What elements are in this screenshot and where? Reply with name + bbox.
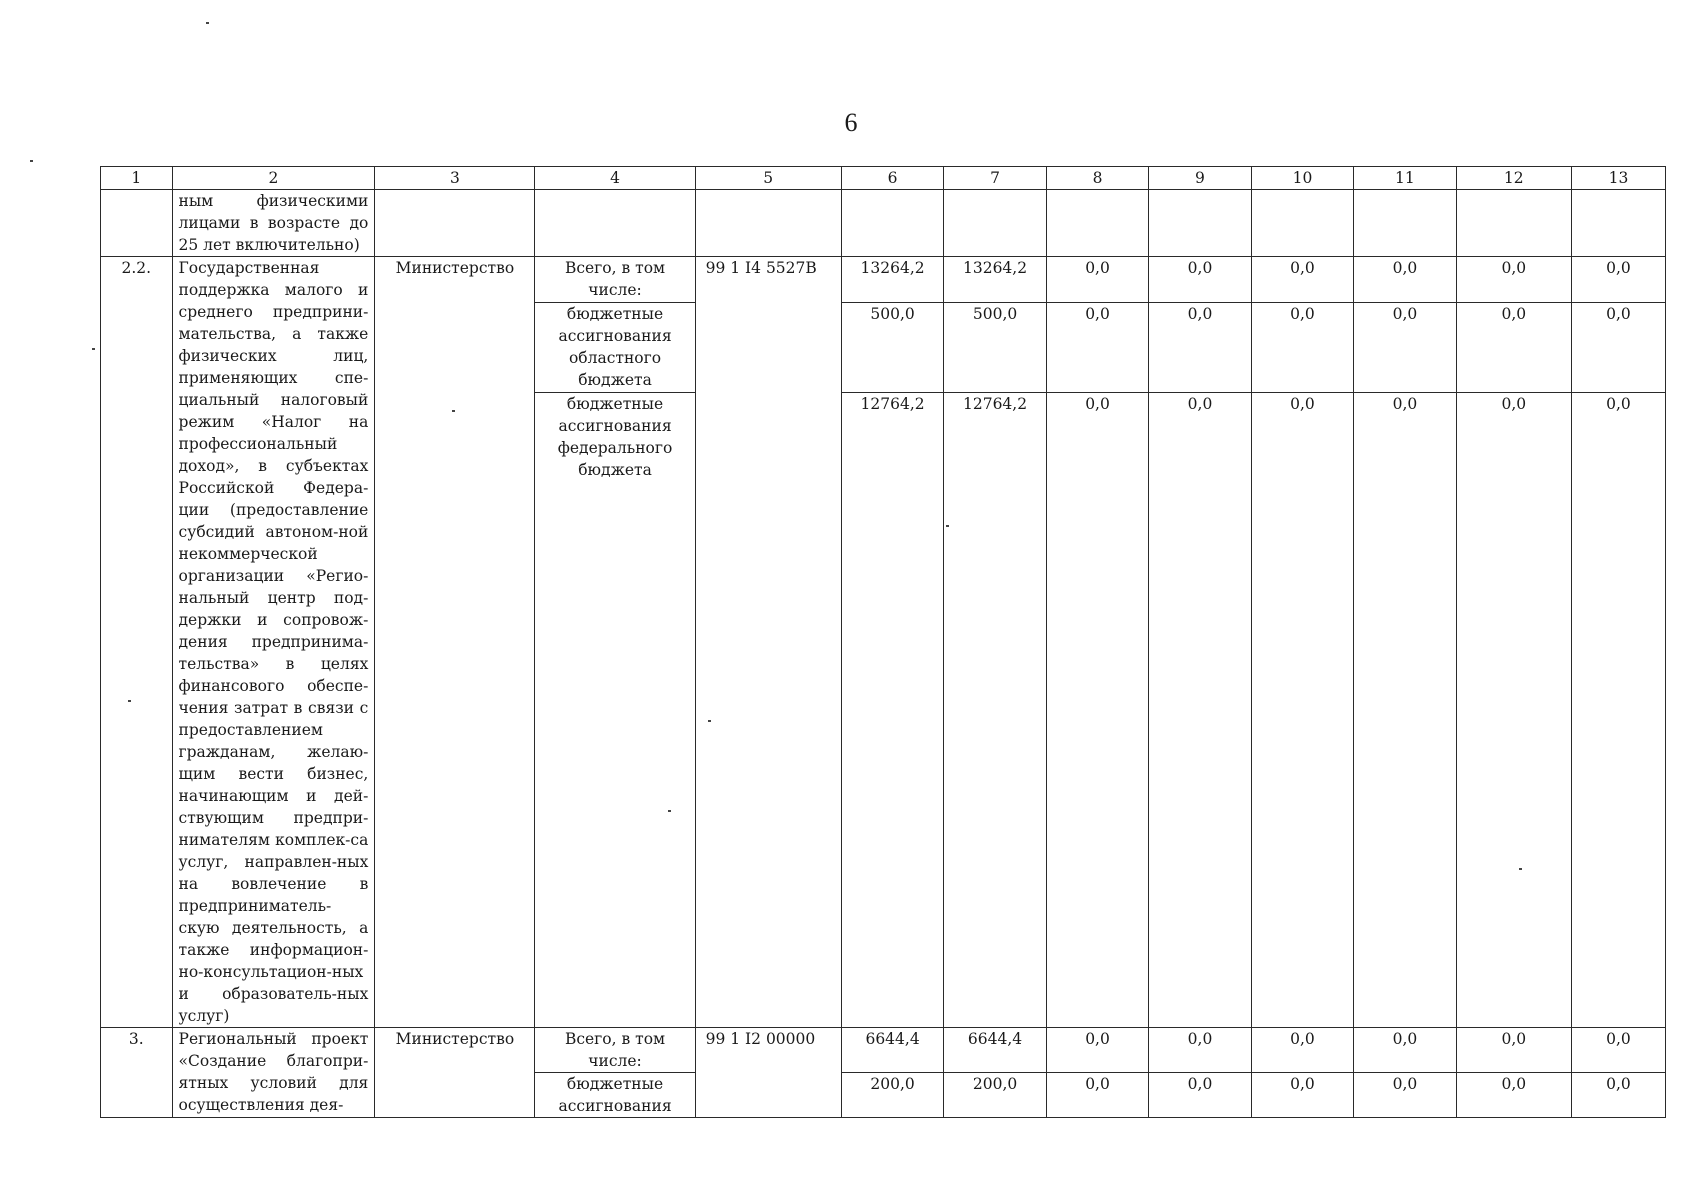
value-cell: 0,0 xyxy=(1456,392,1571,1027)
value-cell: 12764,2 xyxy=(944,392,1046,1027)
value-cell: 0,0 xyxy=(1046,257,1148,303)
scan-speck xyxy=(668,810,671,812)
value-cell: 0,0 xyxy=(1046,1073,1148,1118)
column-header: 1 xyxy=(101,167,173,190)
value-cell: 0,0 xyxy=(1571,257,1665,303)
value-cell: 0,0 xyxy=(1571,1028,1665,1073)
column-header: 8 xyxy=(1046,167,1148,190)
value-cell: 13264,2 xyxy=(944,257,1046,303)
budget-table xyxy=(100,166,1666,1118)
budget-code: 99 1 I2 00000 xyxy=(695,1028,841,1118)
funding-source: бюджетные ассигнования xyxy=(535,1073,695,1118)
column-header: 4 xyxy=(535,167,695,190)
column-number-row xyxy=(101,167,1666,190)
measure-name: Государственная поддержка малого и среднего предприни-мательства, а также физических лиц, применяющих спе-циальный налоговый режим «Налог на профессиональный доход», в субъектах Российской Федера-ции (предоставление субсидий автоном-ной некоммерческой организации «Регио-нальный центр под-держки и сопровож-дения предпринима-тельства» в целях финансового обеспе-чения затрат в связи с предоставлением гражданам, желаю-щим вести бизнес, начинающим и дей-ствующим предпри-нимателям комплек-са услуг, направлен-ных на вовлечение в предприниматель-скую деятельность, а также информацион-но-консультацион-ных и образователь-ных услуг) xyxy=(172,257,375,1028)
scan-speck xyxy=(708,720,711,722)
value-cell: 0,0 xyxy=(1456,257,1571,303)
funding-source: Всего, в том числе: xyxy=(535,257,695,303)
value-cell: 0,0 xyxy=(1354,1028,1456,1073)
value-cell: 0,0 xyxy=(1251,1028,1353,1073)
scan-speck xyxy=(1519,868,1522,870)
value-cell: 200,0 xyxy=(944,1073,1046,1118)
row-number: 2.2. xyxy=(101,257,173,1028)
value-cell: 0,0 xyxy=(1046,302,1148,392)
value-cell: 0,0 xyxy=(1571,1073,1665,1118)
value-cell: 0,0 xyxy=(1354,302,1456,392)
value-cell: 0,0 xyxy=(1046,1028,1148,1073)
value-cell: 200,0 xyxy=(841,1073,943,1118)
value-cell: 0,0 xyxy=(1354,392,1456,1027)
value-cell: 0,0 xyxy=(1149,392,1251,1027)
value-cell: 0,0 xyxy=(1251,1073,1353,1118)
value-cell: 500,0 xyxy=(841,302,943,392)
value-cell: 500,0 xyxy=(944,302,1046,392)
value-cell: 6644,4 xyxy=(944,1028,1046,1073)
column-header: 5 xyxy=(695,167,841,190)
value-cell: 0,0 xyxy=(1251,257,1353,303)
executor: Министерство xyxy=(375,257,535,1028)
column-header: 3 xyxy=(375,167,535,190)
table-row xyxy=(101,190,1666,257)
measure-name: Региональный проект «Создание благопри-ятных условий для осуществления дея- xyxy=(172,1028,375,1118)
table-row xyxy=(101,257,1666,303)
value-cell: 0,0 xyxy=(1149,1073,1251,1118)
scan-speck xyxy=(128,700,131,702)
value-cell: 0,0 xyxy=(1354,1073,1456,1118)
scan-speck xyxy=(946,525,949,527)
table-row xyxy=(101,1028,1666,1073)
scan-speck xyxy=(92,348,95,350)
value-cell: 12764,2 xyxy=(841,392,943,1027)
value-cell: 0,0 xyxy=(1149,1028,1251,1073)
column-header: 11 xyxy=(1354,167,1456,190)
column-header: 9 xyxy=(1149,167,1251,190)
row-number: 3. xyxy=(101,1028,173,1118)
scan-speck xyxy=(452,410,455,412)
executor: Министерство xyxy=(375,1028,535,1118)
value-cell: 0,0 xyxy=(1456,1073,1571,1118)
value-cell: 0,0 xyxy=(1251,392,1353,1027)
value-cell: 13264,2 xyxy=(841,257,943,303)
column-header: 6 xyxy=(841,167,943,190)
value-cell: 0,0 xyxy=(1251,302,1353,392)
value-cell: 0,0 xyxy=(1354,257,1456,303)
value-cell: 0,0 xyxy=(1149,302,1251,392)
funding-source: бюджетные ассигнования федерального бюджета xyxy=(535,392,695,1027)
column-header: 7 xyxy=(944,167,1046,190)
measure-name-continued: ным физическими лицами в возрасте до 25 лет включительно) xyxy=(172,190,375,257)
scan-speck xyxy=(30,160,33,162)
column-header: 12 xyxy=(1456,167,1571,190)
column-header: 2 xyxy=(172,167,375,190)
value-cell: 0,0 xyxy=(1571,302,1665,392)
value-cell: 0,0 xyxy=(1456,1028,1571,1073)
value-cell: 6644,4 xyxy=(841,1028,943,1073)
value-cell: 0,0 xyxy=(1046,392,1148,1027)
value-cell: 0,0 xyxy=(1456,302,1571,392)
scan-speck xyxy=(206,22,209,24)
column-header: 10 xyxy=(1251,167,1353,190)
value-cell: 0,0 xyxy=(1149,257,1251,303)
funding-source: бюджетные ассигнования областного бюджета xyxy=(535,302,695,392)
page-number: 6 xyxy=(844,108,858,137)
budget-code: 99 1 I4 5527B xyxy=(695,257,841,1028)
value-cell: 0,0 xyxy=(1571,392,1665,1027)
column-header: 13 xyxy=(1571,167,1665,190)
funding-source: Всего, в том числе: xyxy=(535,1028,695,1073)
